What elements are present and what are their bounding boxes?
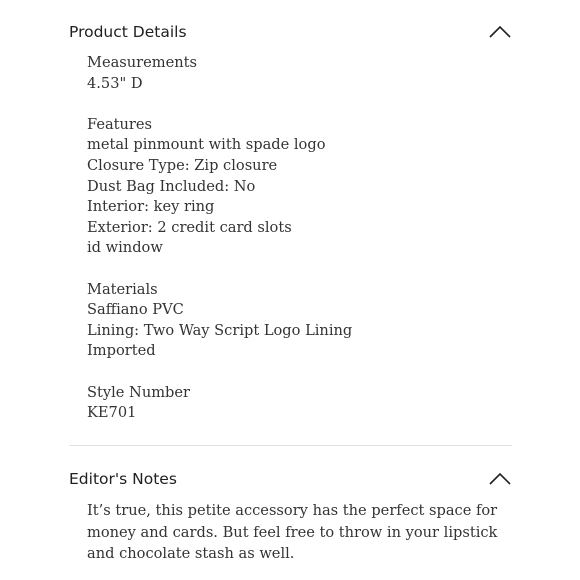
group-heading: Materials — [87, 280, 158, 298]
chevron-up-icon[interactable] — [488, 24, 512, 40]
material-line: Saffiano PVC — [87, 301, 184, 319]
editors-notes-title: Editor's Notes — [69, 470, 177, 488]
feature-line: metal pinmount with spade logo — [87, 136, 326, 154]
product-details-title: Product Details — [69, 23, 187, 41]
group-heading: Style Number — [87, 383, 191, 401]
product-details-content — [87, 53, 520, 424]
chevron-up-icon[interactable] — [488, 471, 512, 487]
measurements-group — [87, 53, 520, 94]
group-heading: Measurements — [87, 54, 198, 71]
editors-notes-line: money and cards. But feel free to throw in your lipstick — [87, 523, 498, 541]
feature-line: id window — [87, 239, 163, 257]
material-line: Lining: Two Way Script Logo Lining — [87, 321, 353, 339]
group-heading: Features — [87, 115, 153, 133]
feature-line: Exterior: 2 credit card slots — [87, 218, 292, 236]
measurements-value: 4.53" D — [87, 74, 143, 92]
editors-notes-content — [87, 500, 520, 565]
section-divider — [69, 445, 512, 446]
style-number-value: KE701 — [87, 404, 137, 422]
editors-notes-line: and chocolate stash as well. — [87, 545, 295, 562]
editors-notes-header[interactable] — [69, 467, 512, 491]
materials-group — [87, 280, 520, 362]
features-group — [87, 115, 520, 259]
material-line: Imported — [87, 342, 156, 360]
product-details-header[interactable] — [69, 20, 512, 44]
style-number-group — [87, 383, 520, 424]
feature-line: Interior: key ring — [87, 198, 215, 216]
feature-line: Dust Bag Included: No — [87, 177, 256, 195]
feature-line: Closure Type: Zip closure — [87, 156, 278, 174]
editors-notes-line: It’s true, this petite accessory has the perfect space for — [87, 502, 498, 519]
editors-notes-paragraph — [87, 500, 520, 565]
